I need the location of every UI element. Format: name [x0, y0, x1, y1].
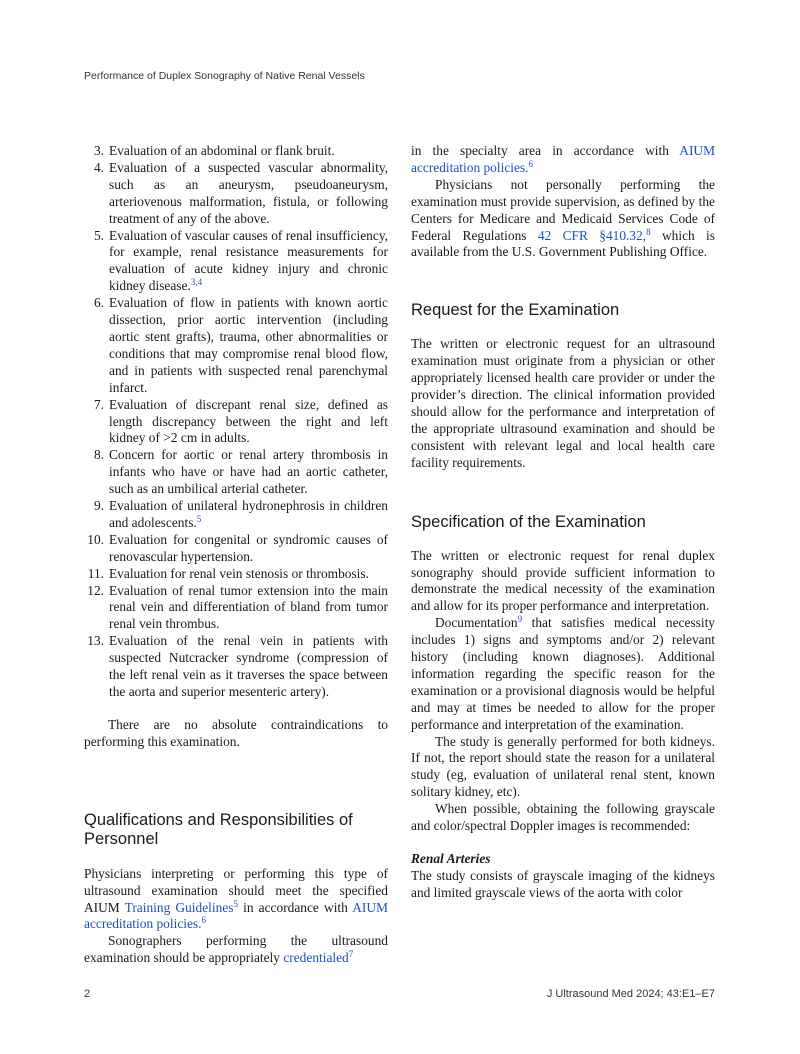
renal-arteries-paragraph: The study consists of grayscale imaging of the kidneys and limited grayscale views of the aorta with color [411, 867, 715, 900]
accreditation-policies-link[interactable]: AIUM accreditation policies. [411, 143, 715, 175]
reference-link[interactable]: 3,4 [190, 277, 203, 288]
list-item: 8. Concern for aortic or renal artery thrombosis in infants who have or have had an aortic catheter, such as an umbilical arterial catheter. [93, 447, 388, 497]
list-item: 13. Evaluation of the renal vein in patients with suspected Nutcracker syndrome (compression of the left renal vein as it traverses the space between the aorta and superior mesenteric artery). [87, 633, 388, 699]
bilateral-paragraph: The study is generally performed for both kidneys. If not, the report should state the reason for a unilateral study (eg, evaluation of unilateral renal stent, known solitary kidney, etc). [411, 733, 715, 800]
list-item: 10. Evaluation for congenital or syndromic causes of renovascular hypertension. [87, 531, 388, 564]
credentialed-link[interactable]: credentialed [283, 950, 349, 966]
list-item: 6. Evaluation of flow in patients with known aortic dissection, prior aortic intervention (including aortic stent grafts), trauma, other abnormalities or conditions that may compromise renal blood flow, and in patients with suspected renal parenchymal infarct. [93, 295, 388, 395]
list-item: 7. Evaluation of discrepant renal size, defined as length discrepancy between the right and left kidney of >2 cm in adults. [93, 396, 388, 446]
specification-paragraph: The written or electronic request for renal duplex sonography should provide sufficient information to demonstrate the medical necessity of the examination and allow for its proper performance and interpretation. [411, 547, 715, 614]
reference-link[interactable]: 6 [528, 158, 533, 169]
specification-heading: Specification of the Examination [411, 512, 646, 531]
list-item: 9. Evaluation of unilateral hydronephrosis in children and adolescents.$^5$ [93, 498, 388, 530]
list-item: 12. Evaluation of renal tumor extension into the main renal vein and differentiation of bland from tumor renal vein thrombus. [87, 582, 388, 632]
training-guidelines-link[interactable]: Training Guidelines [124, 899, 234, 915]
reference-link[interactable]: 7 [348, 949, 354, 960]
request-heading: Request for the Examination [411, 301, 620, 320]
supervision-paragraph: Physicians not personally performing the examination must provide supervision, as defined by the Centers for Medicare and Medicaid Services Code of Federal Regulations 42 CFR §410.32,$^8$ which is available from the U.S. Government Publishing Office. [411, 176, 715, 260]
indications-list [84, 143, 388, 701]
reference-link[interactable]: 8 [646, 226, 651, 237]
sonographers-paragraph: Sonographers performing the ultrasound examination should be appropriately credentialed$^7$ [84, 933, 388, 966]
journal-citation: J Ultrasound Med 2024; 43:E1–E7 [546, 988, 715, 1000]
running-title: Performance of Duplex Sonography of Native Renal Vessels [84, 70, 365, 82]
reference-link[interactable]: 9 [517, 614, 523, 625]
continuation-paragraph: in the specialty area in accordance with AIUM accreditation policies.$^6$ [411, 143, 715, 175]
right-column [411, 143, 715, 902]
reference-link[interactable]: 6 [201, 915, 206, 926]
request-paragraph: The written or electronic request for an ultrasound examination must originate from a physician or other appropriately licensed health care provider or under the provider’s direction. The clinical information provided should allow for the performance and interpretation of the appropriate ultrasound examination and should be consistent with relevant legal and local health care facility requirements. [411, 336, 715, 470]
list-item: 3. Evaluation of an abdominal or flank bruit. [93, 143, 335, 158]
reference-link[interactable]: 5 [233, 898, 238, 909]
contraindications-paragraph: There are no absolute contraindications to performing this examination. [84, 716, 388, 749]
list-item: 4. Evaluation of a suspected vascular abnormality, such as an aneurysm, pseudoaneurysm, arteriovenous malformation, fistula, or following treatment of any of the above. [93, 159, 388, 226]
renal-arteries-subheading: Renal Arteries [411, 851, 491, 866]
images-paragraph: When possible, obtaining the following grayscale and color/spectral Doppler images is recommended: [411, 801, 715, 834]
qualifications-paragraph: Physicians interpreting or performing this type of ultrasound examination should meet the specified AIUM Training Guidelines$^5$ in accordance with AIUM accreditation policies.$^6$ [84, 865, 388, 932]
list-item: 5. Evaluation of vascular causes of renal insufficiency, for example, renal resistance measurements for evaluation of acute kidney injury and chronic kidney disease.$^{3,4}$ [93, 227, 388, 294]
qualifications-heading: Qualifications and Responsibilities of Personnel [84, 810, 353, 848]
list-item: 11. Evaluation for renal vein stenosis or thrombosis. [87, 565, 369, 581]
page-number: 2 [84, 988, 91, 1000]
documentation-paragraph: Documentation$^9$ that satisfies medical necessity includes 1) signs and symptoms and/or 2) relevant history (including known diagnoses). Additional information regarding the specific reason for the examination or a provisional diagnosis would be helpful and may at times be needed to allow for the proper performance and interpretation of the examination. [411, 614, 715, 732]
left-column [84, 143, 388, 967]
accreditation-policies-link[interactable]: AIUM accreditation policies. [84, 899, 388, 932]
cfr-link[interactable]: 42 CFR §410.32, [537, 227, 647, 243]
reference-link[interactable]: 5 [196, 513, 202, 524]
